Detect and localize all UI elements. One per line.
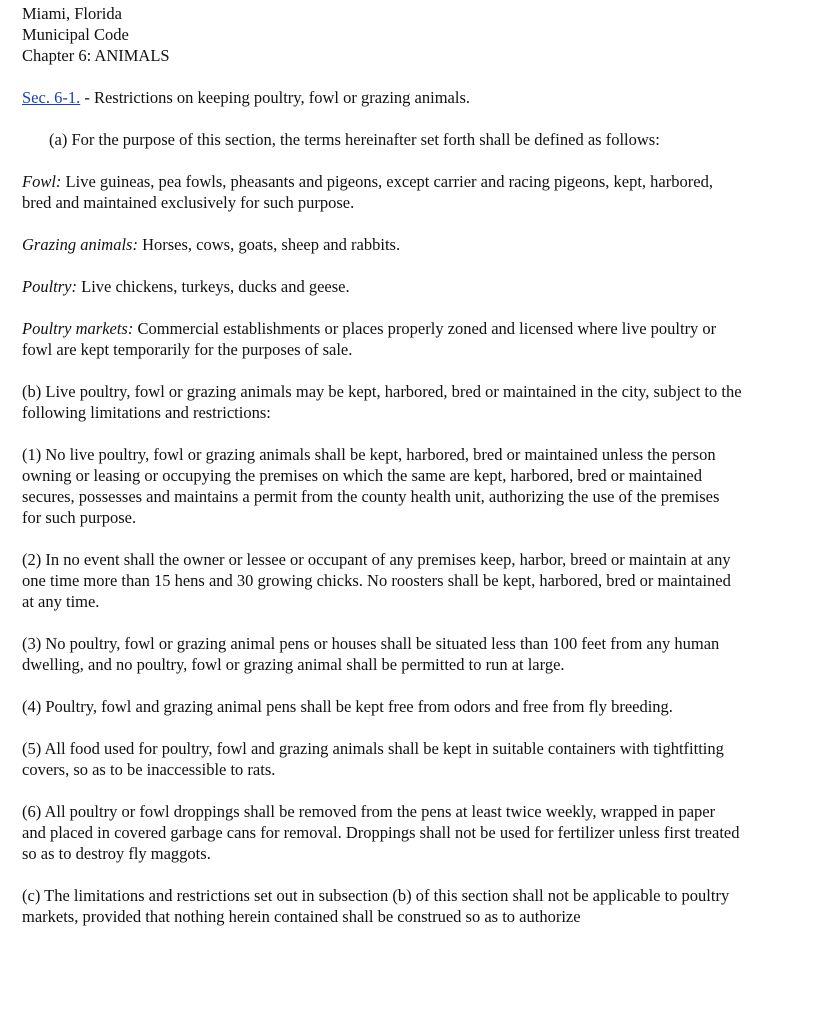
definition-poultry-markets-text: Commercial establishments or places properly zoned and licensed where live poultry or fowl are kept temporarily for the purposes of sale. (22, 319, 717, 359)
definition-poultry-text: Live chickens, turkeys, ducks and geese. (77, 277, 350, 296)
section-title: - Restrictions on keeping poultry, fowl or grazing animals. (80, 88, 471, 107)
definition-fowl-text: Live guineas, pea fowls, pheasants and pigeons, except carrier and racing pigeons, kept, harbored, bred and maintained exclusively for such purpose. (22, 172, 713, 212)
paragraph-b4: (4) Poultry, fowl and grazing animal pens shall be kept free from odors and free from fly breeding. (22, 697, 673, 716)
paragraph-a: (a) For the purpose of this section, the terms hereinafter set forth shall be defined as follows: (49, 130, 660, 149)
section-heading (22, 87, 742, 108)
term-fowl: Fowl: (22, 172, 62, 191)
document-header (22, 3, 742, 66)
header-chapter: Chapter 6: ANIMALS (22, 46, 170, 65)
paragraph-b3: (3) No poultry, fowl or grazing animal pens or houses shall be situated less than 100 feet from any human dwelling, and no poultry, fowl or grazing animal shall be permitted to run at large. (22, 634, 720, 674)
paragraph-b2: (2) In no event shall the owner or lessee or occupant of any premises keep, harbor, breed or maintain at any one time more than 15 hens and 30 growing chicks. No roosters shall be kept, harbored, bred or maintained at any time. (22, 550, 731, 611)
header-city: Miami, Florida (22, 4, 122, 23)
term-poultry-markets: Poultry markets: (22, 319, 134, 338)
definition-grazing-text: Horses, cows, goats, sheep and rabbits. (137, 235, 401, 254)
paragraph-c: (c) The limitations and restrictions set out in subsection (b) of this section shall not be applicable to poultry markets, provided that nothing herein contained shall be construed so as to authorize (22, 886, 730, 926)
term-poultry: Poultry: (22, 277, 77, 296)
definition-fowl (22, 171, 742, 213)
paragraph-b5: (5) All food used for poultry, fowl and grazing animals shall be kept in suitable containers with tightfitting covers, so as to be inaccessible to rats. (22, 739, 724, 779)
header-code: Municipal Code (22, 25, 129, 44)
document-body (22, 3, 742, 927)
paragraph-b6: (6) All poultry or fowl droppings shall be removed from the pens at least twice weekly, wrapped in paper and placed in covered garbage cans for removal. Droppings shall not be used for fertilizer unless first treated so as to destroy fly maggots. (22, 802, 740, 863)
definition-grazing (22, 234, 742, 255)
definition-poultry (22, 276, 742, 297)
definition-poultry-markets (22, 318, 742, 360)
term-grazing-animals: Grazing animals: (22, 235, 138, 254)
paragraph-b: (b) Live poultry, fowl or grazing animals may be kept, harbored, bred or maintained in the city, subject to the following limitations and restrictions: (22, 382, 742, 422)
section-link[interactable]: Sec. 6-1. (22, 88, 81, 107)
paragraph-b1: (1) No live poultry, fowl or grazing animals shall be kept, harbored, bred or maintained unless the person owning or leasing or occupying the premises on which the same are kept, harbored, bred or maintained secures, possesses and maintains a permit from the county health unit, authorizing the use of the premises for such purpose. (22, 445, 720, 527)
